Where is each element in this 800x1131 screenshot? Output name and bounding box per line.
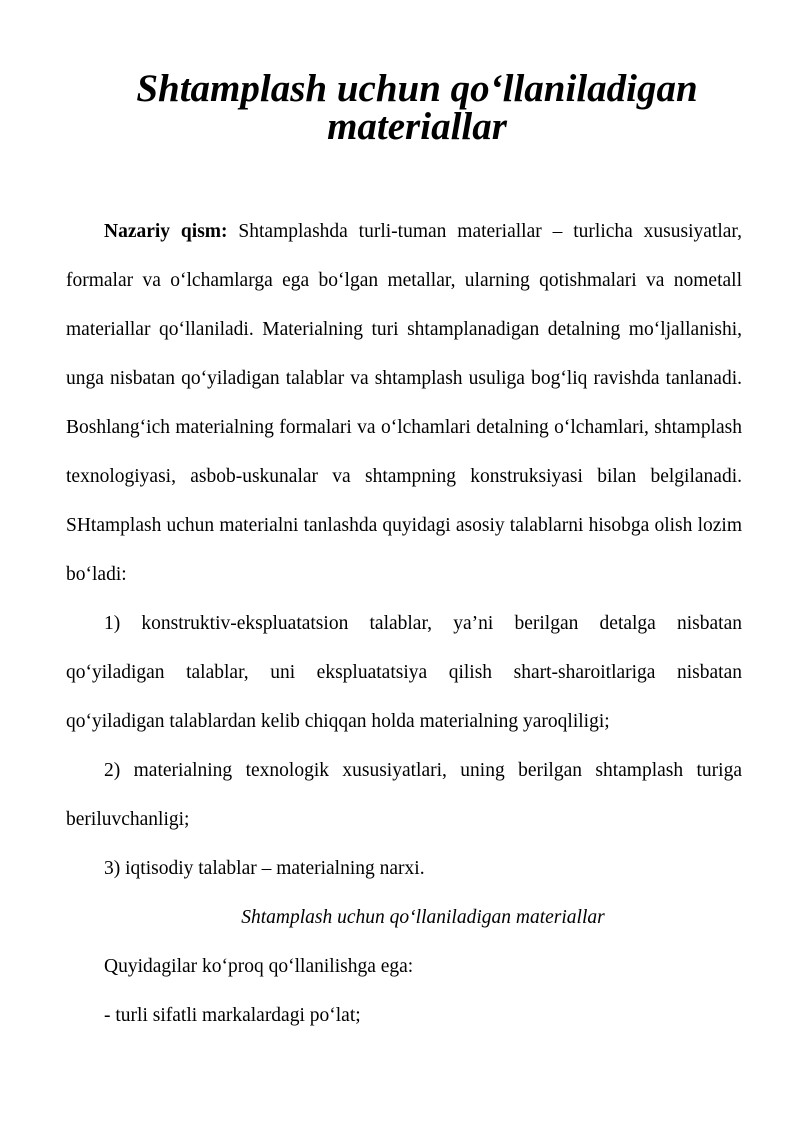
- list-item-2: 2) materialning texnologik xususiyatlari, uning berilgan shtamplash turiga beriluvchanligi;: [66, 760, 742, 830]
- section-subtitle: Shtamplash uchun qo‘llaniladigan materiallar: [241, 907, 605, 928]
- bullet-item: - turli sifatli markalardagi po‘lat;: [104, 1005, 361, 1026]
- intro-paragraph: [66, 207, 742, 599]
- list-item-1: 1) konstruktiv-ekspluatatsion talablar, ya’ni berilgan detalga nisbatan qo‘yiladigan talablar, uni ekspluatatsiya qilish shart-sharoitlariga nisbatan qo‘yiladigan talablardan kelib chiqqan holda materialning yaroqliligi;: [66, 613, 742, 732]
- after-subtitle-paragraph: Quyidagilar ko‘proq qo‘llanilishga ega:: [104, 956, 414, 977]
- document-title: Shtamplash uchun qo‘llaniladigan materiallar: [136, 67, 698, 148]
- list-item-3: 3) iqtisodiy talablar – materialning narxi.: [104, 858, 425, 879]
- intro-text: Shtamplashda turli-tuman materiallar – turlicha xususiyatlar, formalar va o‘lchamlarga ega bo‘lgan metallar, ularning qotishmalari va nometall materiallar qo‘llaniladi. Materialning turi shtamplanadigan detalning mo‘ljallanishi, unga nisbatan qo‘yiladigan talablar va shtamplash usuliga bog‘liq ravishda tanlanadi. Boshlang‘ich materialning formalari va o‘lchamlari detalning o‘lchamlari, shtamplash texnologiyasi, asbob-uskunalar va shtampning konstruksiyasi bilan belgilanadi. SHtamplash uchun materialni tanlashda quyidagi asosiy talablarni hisobga olish lozim bo‘ladi:: [66, 221, 742, 585]
- intro-label: Nazariy qism:: [104, 221, 228, 242]
- document-page: [66, 67, 742, 1040]
- title-spacer: [66, 146, 742, 207]
